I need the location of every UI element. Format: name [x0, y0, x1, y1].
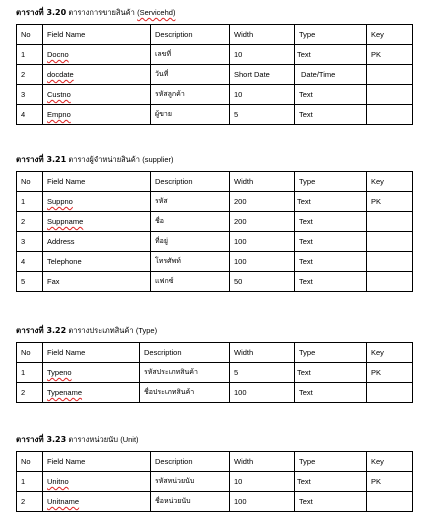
cell-field: Fax	[43, 272, 151, 292]
cell-key	[367, 232, 413, 252]
cell-key	[367, 252, 413, 272]
cell-no: 1	[17, 472, 43, 492]
cell-key	[367, 105, 413, 125]
header-key: Key	[367, 343, 413, 363]
header-description: Description	[151, 452, 230, 472]
cell-description: รหัสประเภทสินค้า	[140, 363, 230, 383]
table-caption	[16, 325, 412, 337]
cell-field: Address	[43, 232, 151, 252]
cell-field: Suppno	[43, 192, 151, 212]
caption-english: (Type)	[135, 326, 158, 335]
cell-width: 5	[230, 363, 295, 383]
table-row	[17, 212, 413, 232]
cell-field: Empno	[43, 105, 151, 125]
caption-title: ตารางการขายสินค้า	[68, 8, 135, 17]
table-servicehd	[16, 24, 413, 125]
cell-no: 2	[17, 383, 43, 403]
cell-key	[367, 272, 413, 292]
table-row	[17, 65, 413, 85]
header-key: Key	[367, 172, 413, 192]
cell-type: Text	[295, 212, 367, 232]
cell-no: 4	[17, 105, 43, 125]
section-unit	[16, 434, 412, 512]
cell-field: Typeno	[43, 363, 140, 383]
cell-type: Text	[295, 105, 367, 125]
cell-no: 2	[17, 212, 43, 232]
cell-key	[367, 212, 413, 232]
cell-field: docdate	[43, 65, 151, 85]
header-type: Type	[295, 172, 367, 192]
cell-type: Text	[295, 232, 367, 252]
header-field-name: Field Name	[43, 452, 151, 472]
caption-english: (supplier)	[142, 155, 174, 164]
table-row	[17, 105, 413, 125]
cell-type: Text	[295, 252, 367, 272]
table-caption	[16, 154, 412, 166]
table-row	[17, 192, 413, 212]
cell-no: 5	[17, 272, 43, 292]
cell-width: Short Date	[230, 65, 295, 85]
cell-no: 4	[17, 252, 43, 272]
header-row	[17, 25, 413, 45]
cell-field: Docno	[43, 45, 151, 65]
cell-key	[367, 383, 413, 403]
cell-type: Text	[295, 272, 367, 292]
header-type: Type	[295, 25, 367, 45]
header-description: Description	[151, 25, 230, 45]
section-type	[16, 325, 412, 403]
cell-no: 3	[17, 232, 43, 252]
header-key: Key	[367, 25, 413, 45]
header-width: Width	[230, 25, 295, 45]
table-row	[17, 85, 413, 105]
cell-width: 5	[230, 105, 295, 125]
caption-english: (Unit)	[120, 435, 139, 444]
cell-type: Text	[295, 192, 367, 212]
cell-no: 2	[17, 492, 43, 512]
cell-description: แฟกซ์	[151, 272, 230, 292]
cell-key	[367, 85, 413, 105]
cell-type: Text	[295, 45, 367, 65]
table-row	[17, 252, 413, 272]
header-type: Type	[295, 343, 367, 363]
cell-description: เลขที่	[151, 45, 230, 65]
table-row	[17, 232, 413, 252]
header-row	[17, 172, 413, 192]
caption-number: ตารางที่ 3.22	[16, 326, 67, 335]
cell-field: Telephone	[43, 252, 151, 272]
cell-description: ชื่อหน่วยนับ	[151, 492, 230, 512]
cell-field: Typename	[43, 383, 140, 403]
cell-key: PK	[367, 472, 413, 492]
table-caption	[16, 7, 412, 19]
cell-width: 200	[230, 192, 295, 212]
cell-width: 10	[230, 85, 295, 105]
cell-no: 1	[17, 45, 43, 65]
table-type	[16, 342, 413, 403]
caption-title: ตารางผู้จำหน่ายสินค้า	[68, 155, 141, 164]
table-caption	[16, 434, 412, 446]
header-row	[17, 452, 413, 472]
cell-key: PK	[367, 192, 413, 212]
cell-width: 10	[230, 45, 295, 65]
cell-type: Date/Time	[295, 65, 367, 85]
header-description: Description	[151, 172, 230, 192]
cell-description: ที่อยู่	[151, 232, 230, 252]
caption-title: ตารางหน่วยนับ	[68, 435, 118, 444]
cell-description: วันที่	[151, 65, 230, 85]
cell-description: ชื่อประเภทสินค้า	[140, 383, 230, 403]
cell-type: Text	[295, 363, 367, 383]
cell-no: 3	[17, 85, 43, 105]
cell-description: ผู้ขาย	[151, 105, 230, 125]
header-description: Description	[140, 343, 230, 363]
table-unit	[16, 451, 413, 512]
cell-width: 200	[230, 212, 295, 232]
cell-no: 2	[17, 65, 43, 85]
caption-number: ตารางที่ 3.20	[16, 8, 67, 17]
cell-no: 1	[17, 363, 43, 383]
header-row	[17, 343, 413, 363]
cell-description: ชื่อ	[151, 212, 230, 232]
header-width: Width	[230, 343, 295, 363]
section-supplier	[16, 154, 412, 292]
cell-type: Text	[295, 85, 367, 105]
caption-number: ตารางที่ 3.23	[16, 435, 67, 444]
cell-description: รหัสลูกค้า	[151, 85, 230, 105]
caption-english: (Servicehd)	[137, 8, 176, 17]
cell-key: PK	[367, 45, 413, 65]
cell-no: 1	[17, 192, 43, 212]
header-key: Key	[367, 452, 413, 472]
cell-width: 100	[230, 232, 295, 252]
table-supplier	[16, 171, 413, 292]
header-width: Width	[230, 452, 295, 472]
cell-key	[367, 65, 413, 85]
cell-type: Text	[295, 492, 367, 512]
cell-type: Text	[295, 383, 367, 403]
header-field-name: Field Name	[43, 25, 151, 45]
table-row	[17, 363, 413, 383]
caption-title: ตารางประเภทสินค้า	[68, 326, 134, 335]
cell-width: 50	[230, 272, 295, 292]
header-no: No	[17, 172, 43, 192]
table-row	[17, 272, 413, 292]
cell-description: โทรศัพท์	[151, 252, 230, 272]
cell-width: 100	[230, 492, 295, 512]
caption-number: ตารางที่ 3.21	[16, 155, 67, 164]
header-no: No	[17, 25, 43, 45]
section-servicehd	[16, 7, 412, 125]
header-no: No	[17, 343, 43, 363]
cell-key	[367, 492, 413, 512]
cell-description: รหัส	[151, 192, 230, 212]
cell-field: Unitno	[43, 472, 151, 492]
header-no: No	[17, 452, 43, 472]
header-field-name: Field Name	[43, 343, 140, 363]
table-row	[17, 492, 413, 512]
table-row	[17, 383, 413, 403]
cell-field: Unitname	[43, 492, 151, 512]
table-row	[17, 472, 413, 492]
cell-type: Text	[295, 472, 367, 492]
cell-width: 100	[230, 252, 295, 272]
header-type: Type	[295, 452, 367, 472]
header-field-name: Field Name	[43, 172, 151, 192]
table-row	[17, 45, 413, 65]
cell-field: Suppname	[43, 212, 151, 232]
cell-width: 10	[230, 472, 295, 492]
cell-description: รหัสหน่วยนับ	[151, 472, 230, 492]
cell-field: Custno	[43, 85, 151, 105]
header-width: Width	[230, 172, 295, 192]
cell-key: PK	[367, 363, 413, 383]
cell-width: 100	[230, 383, 295, 403]
